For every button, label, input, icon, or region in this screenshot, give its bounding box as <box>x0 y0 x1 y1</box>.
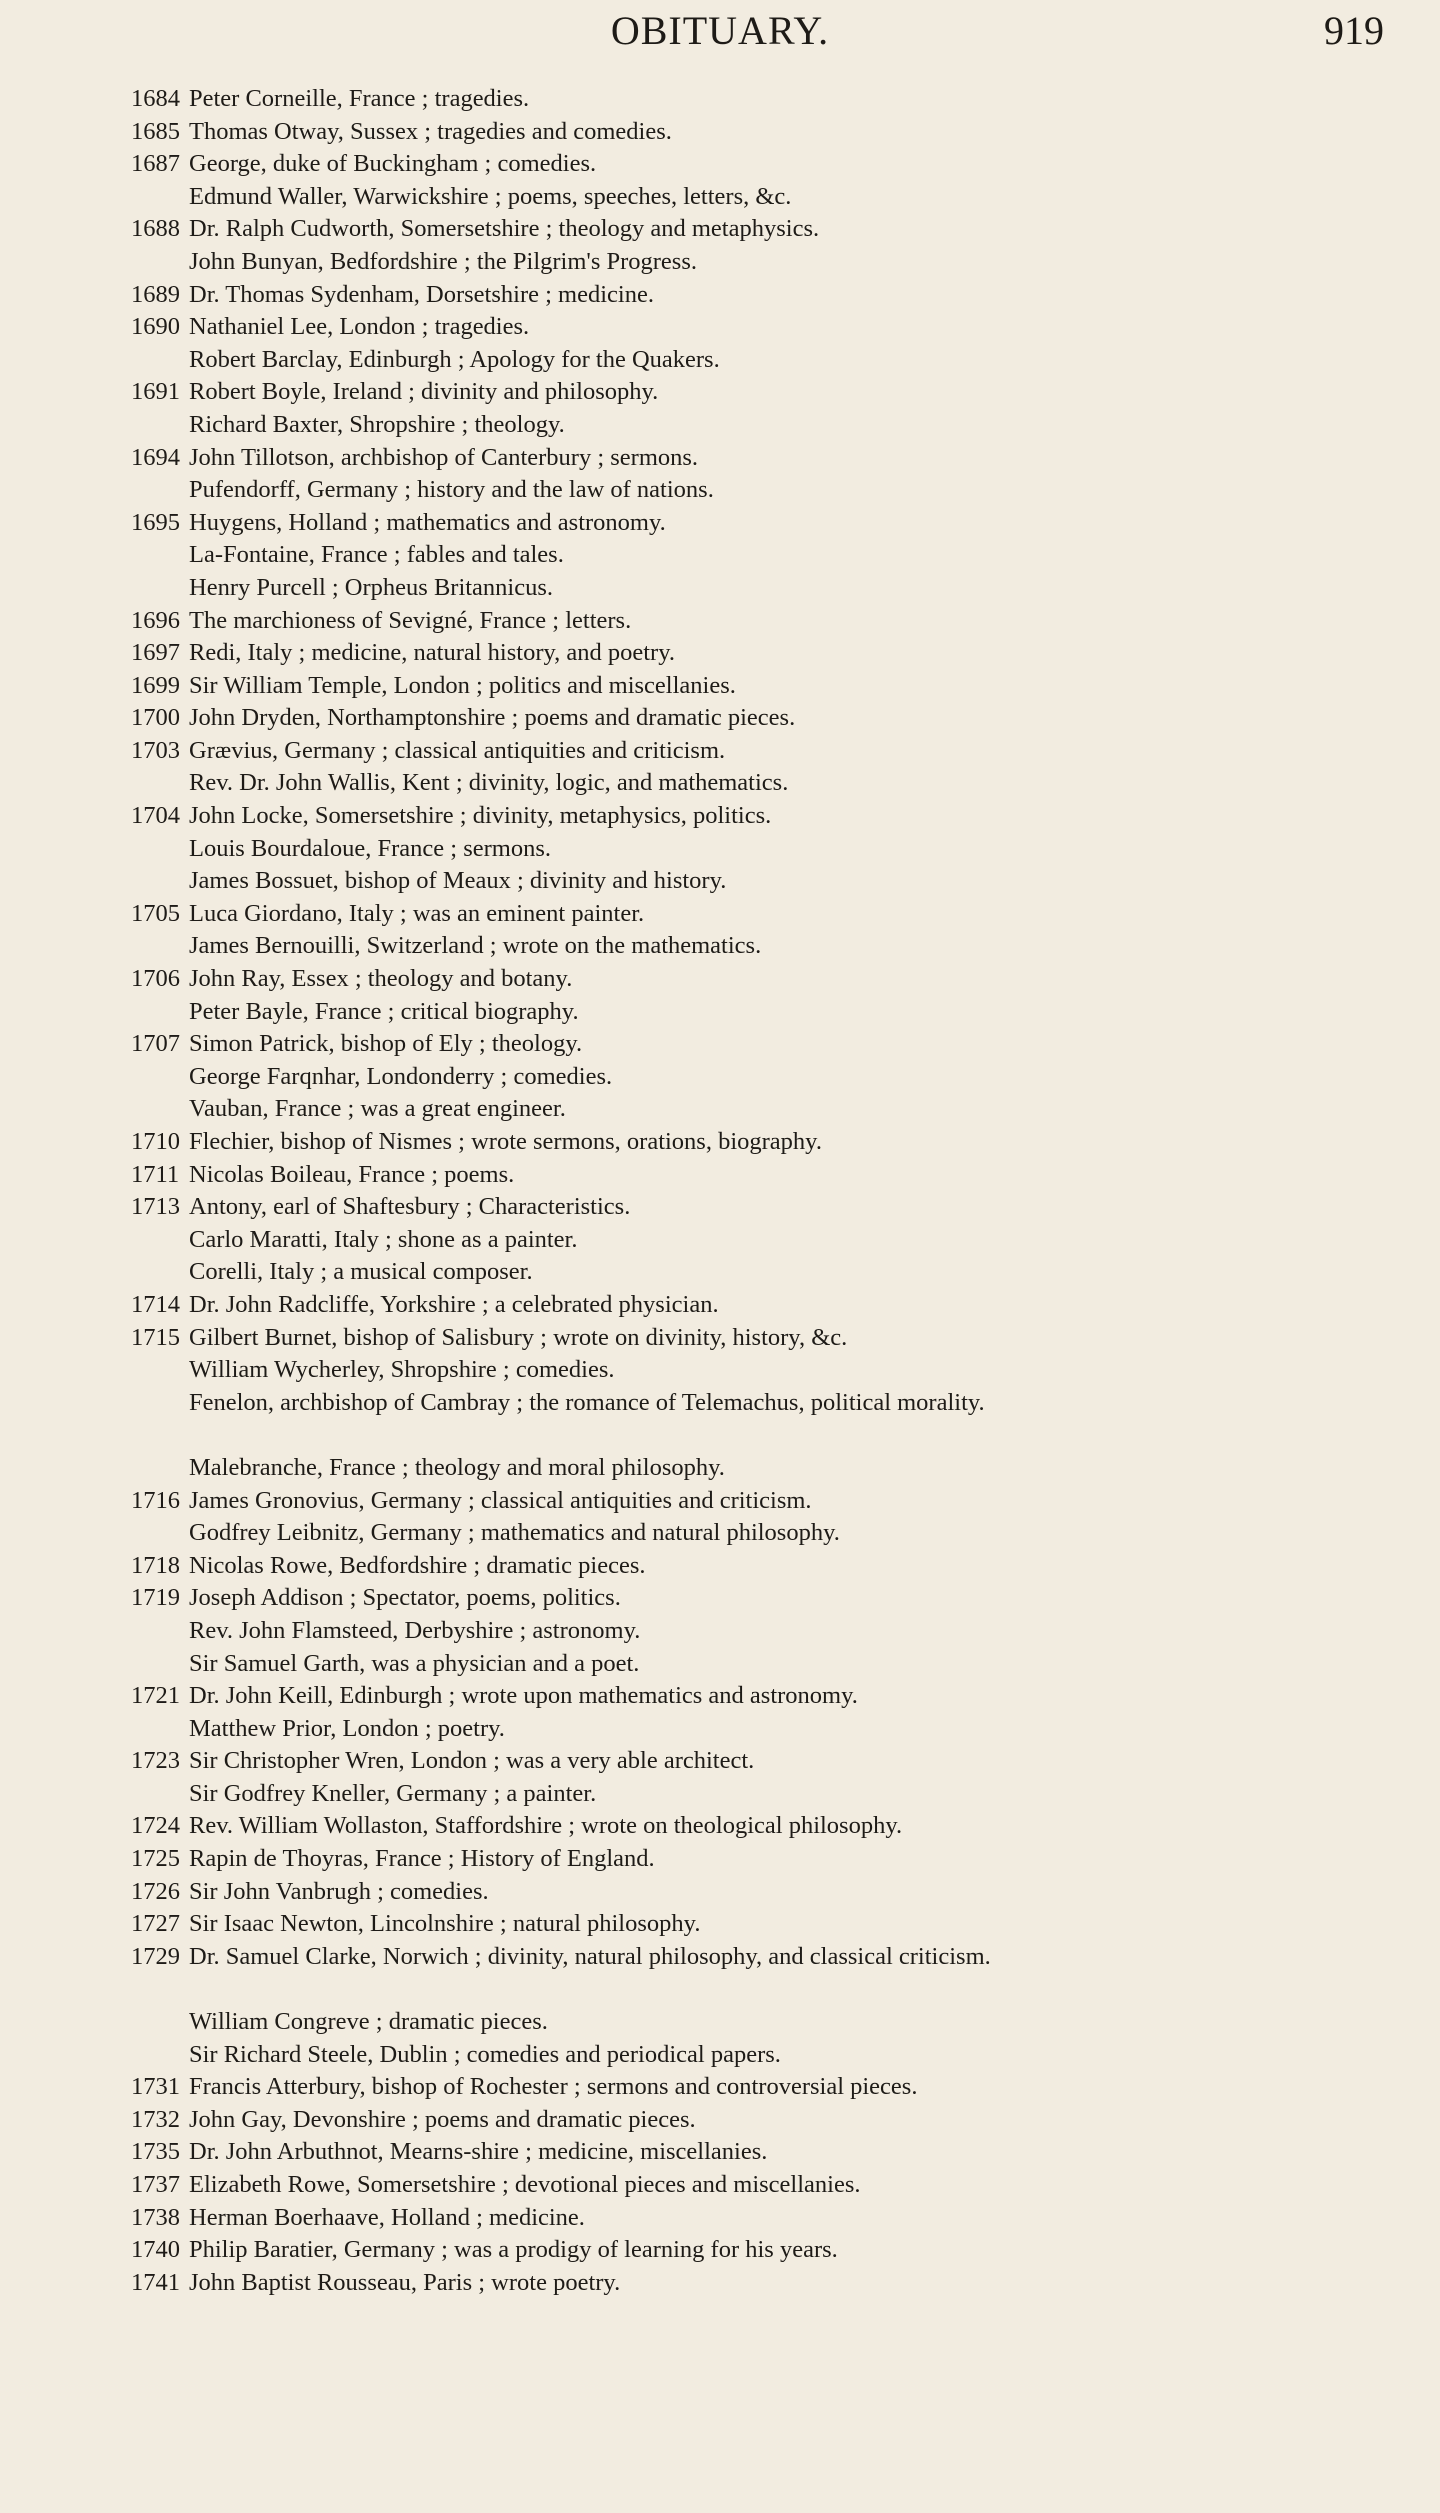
entry-text: Sir Richard Steele, Dublin ; comedies and periodical papers. <box>189 2040 781 2068</box>
entry-year: 1694 <box>131 443 180 471</box>
entry-text: Godfrey Leibnitz, Germany ; mathematics and natural philosophy. <box>189 1519 840 1547</box>
entry-year: 1699 <box>131 671 180 699</box>
entry-year: 1729 <box>131 1942 180 1970</box>
obituary-entry <box>0 2202 1440 2235</box>
obituary-entry <box>0 1941 1440 2006</box>
obituary-entry <box>0 898 1440 931</box>
entry-year: 1688 <box>131 215 180 243</box>
obituary-entry <box>0 605 1440 638</box>
entry-year: 1695 <box>131 508 180 536</box>
entry-text: Redi, Italy ; medicine, natural history, and poetry. <box>189 639 676 667</box>
obituary-entry <box>0 1322 1440 1355</box>
entry-text: Dr. Ralph Cudworth, Somersetshire ; theology and metaphysics. <box>189 215 820 243</box>
obituary-entry <box>0 1256 1440 1289</box>
entry-year: 1718 <box>131 1551 180 1579</box>
entry-text: Louis Bourdaloue, France ; sermons. <box>189 834 551 862</box>
obituary-entry <box>0 474 1440 507</box>
entry-text: Vauban, France ; was a great engineer. <box>189 1095 566 1123</box>
obituary-entry <box>0 1550 1440 1583</box>
entry-text: Rev. Dr. John Wallis, Kent ; divinity, logic, and mathematics. <box>189 769 789 797</box>
entry-year: 1724 <box>131 1812 180 1840</box>
obituary-entry <box>0 930 1440 963</box>
obituary-entry <box>0 2136 1440 2169</box>
entry-text: John Locke, Somersetshire ; divinity, metaphysics, politics. <box>189 802 772 830</box>
obituary-entry <box>0 1582 1440 1615</box>
obituary-entry <box>0 1354 1440 1387</box>
entry-text: Francis Atterbury, bishop of Rochester ; sermons and controversial pieces. <box>189 2073 918 2101</box>
entry-text: Gilbert Burnet, bishop of Salisbury ; wrote on divinity, history, &c. <box>189 1323 848 1351</box>
entry-text: Richard Baxter, Shropshire ; theology. <box>189 410 565 438</box>
entry-text: Sir William Temple, London ; politics and miscellanies. <box>189 671 736 699</box>
obituary-entry <box>0 1876 1440 1909</box>
entry-text: George Farqnhar, Londonderry ; comedies. <box>189 1062 613 1090</box>
entry-year: 1705 <box>131 899 180 927</box>
entry-text: Corelli, Italy ; a musical composer. <box>189 1258 533 1286</box>
entry-text: Joseph Addison ; Spectator, poems, politics. <box>189 1584 621 1612</box>
obituary-entry <box>0 181 1440 214</box>
entry-text: John Dryden, Northamptonshire ; poems and dramatic pieces. <box>189 704 796 732</box>
obituary-entry <box>0 1843 1440 1876</box>
entry-text: Flechier, bishop of Nismes ; wrote sermons, orations, biography. <box>189 1128 822 1155</box>
obituary-entry <box>0 1485 1440 1518</box>
entry-year: 1719 <box>131 1584 180 1612</box>
entry-text: Elizabeth Rowe, Somersetshire ; devotional pieces and miscellanies. <box>189 2171 861 2198</box>
entry-text: Sir Isaac Newton, Lincolnshire ; natural philosophy. <box>189 1910 701 1938</box>
entry-year: 1726 <box>131 1877 180 1905</box>
entry-text: William Congreve ; dramatic pieces. <box>189 2008 548 2036</box>
entry-text: Luca Giordano, Italy ; was an eminent painter. <box>189 899 645 927</box>
entry-year: 1723 <box>131 1747 180 1775</box>
entry-text: Sir John Vanbrugh ; comedies. <box>189 1877 489 1905</box>
obituary-entry <box>0 637 1440 670</box>
entry-year: 1727 <box>131 1910 180 1938</box>
entry-text: Matthew Prior, London ; poetry. <box>189 1714 505 1742</box>
entry-year: 1710 <box>131 1128 180 1155</box>
entry-text: La-Fontaine, France ; fables and tales. <box>189 541 564 569</box>
obituary-entry <box>0 670 1440 703</box>
entry-text: Nathaniel Lee, London ; tragedies. <box>189 313 530 341</box>
entry-text: Sir Godfrey Kneller, Germany ; a painter. <box>189 1779 597 1807</box>
obituary-entry <box>0 1028 1440 1061</box>
entry-text: James Bernouilli, Switzerland ; wrote on the mathematics. <box>189 932 762 960</box>
entry-text: Thomas Otway, Sussex ; tragedies and comedies. <box>189 117 672 145</box>
entry-text: James Gronovius, Germany ; classical antiquities and criticism. <box>189 1486 812 1514</box>
entry-year: 1737 <box>131 2171 180 2198</box>
entry-year: 1731 <box>131 2073 180 2101</box>
obituary-entry <box>0 1126 1440 1159</box>
entry-year: 1685 <box>131 117 180 145</box>
obituary-entry <box>0 1648 1440 1681</box>
entry-year: 1725 <box>131 1845 180 1873</box>
entry-year: 1715 <box>131 1323 180 1351</box>
entry-year: 1738 <box>131 2203 180 2231</box>
entry-year: 1741 <box>131 2268 180 2296</box>
obituary-entry <box>0 507 1440 540</box>
obituary-entry <box>0 2071 1440 2104</box>
entry-text: Henry Purcell ; Orpheus Britannicus. <box>189 573 554 601</box>
entry-text: Peter Bayle, France ; critical biography. <box>189 997 579 1025</box>
obituary-entry <box>0 1908 1440 1941</box>
obituary-entry <box>0 2006 1440 2039</box>
entry-text: Robert Boyle, Ireland ; divinity and philosophy. <box>189 378 659 406</box>
obituary-entry <box>0 1093 1440 1126</box>
obituary-entry <box>0 2104 1440 2137</box>
obituary-entry <box>0 1191 1440 1224</box>
obituary-entry <box>0 246 1440 279</box>
obituary-entry <box>0 963 1440 996</box>
entry-text: Robert Barclay, Edinburgh ; Apology for the Quakers. <box>189 345 720 373</box>
obituary-entry <box>0 1615 1440 1648</box>
obituary-entry <box>0 1713 1440 1746</box>
entry-text: George, duke of Buckingham ; comedies. <box>189 150 597 178</box>
entry-text: John Tillotson, archbishop of Canterbury ; sermons. <box>189 443 699 471</box>
obituary-entry <box>0 767 1440 800</box>
obituary-entry <box>0 148 1440 181</box>
entry-text: Rev. William Wollaston, Staffordshire ; wrote on theological philosophy. <box>189 1812 903 1840</box>
entry-text: Dr. John Radcliffe, Yorkshire ; a celebrated physician. <box>189 1290 719 1318</box>
entry-text: Grævius, Germany ; classical antiquities and criticism. <box>189 736 726 764</box>
obituary-entry <box>0 279 1440 312</box>
entry-text: Pufendorff, Germany ; history and the law of nations. <box>189 476 714 504</box>
entry-year: 1711 <box>131 1160 180 1188</box>
entry-year: 1700 <box>131 704 180 732</box>
obituary-entry <box>0 376 1440 409</box>
entry-text: Peter Corneille, France ; tragedies. <box>189 85 530 112</box>
obituary-entry <box>0 409 1440 442</box>
entry-text: Dr. Samuel Clarke, Norwich ; divinity, natural philosophy, and classical criticism. <box>189 1942 991 1970</box>
obituary-entry <box>0 1680 1440 1713</box>
entry-year: 1696 <box>131 606 180 634</box>
entry-text: John Bunyan, Bedfordshire ; the Pilgrim's Progress. <box>189 247 697 275</box>
entry-text: The marchioness of Sevigné, France ; letters. <box>189 606 632 634</box>
obituary-entry <box>0 996 1440 1029</box>
entry-year: 1735 <box>131 2138 180 2166</box>
entry-text: Sir Christopher Wren, London ; was a very able architect. <box>189 1747 755 1775</box>
entry-year: 1740 <box>131 2236 180 2264</box>
obituary-entry <box>0 1387 1440 1452</box>
entry-text: John Ray, Essex ; theology and botany. <box>189 965 573 993</box>
entry-text: Huygens, Holland ; mathematics and astronomy. <box>189 508 666 536</box>
obituary-entry <box>0 702 1440 735</box>
obituary-entry <box>0 442 1440 475</box>
obituary-entry <box>0 2039 1440 2072</box>
obituary-entry <box>0 1159 1440 1192</box>
entry-year: 1687 <box>131 150 180 178</box>
entry-text: Antony, earl of Shaftesbury ; Characteristics. <box>189 1193 631 1221</box>
page-number: 919 <box>1324 8 1384 53</box>
obituary-entry <box>0 1810 1440 1843</box>
obituary-entry <box>0 1289 1440 1322</box>
entry-text: James Bossuet, bishop of Meaux ; divinity and history. <box>189 867 727 895</box>
page-title: OBITUARY. <box>610 8 830 53</box>
entry-year: 1703 <box>131 736 180 764</box>
obituary-entry <box>0 539 1440 572</box>
entry-text: Sir Samuel Garth, was a physician and a poet. <box>189 1649 640 1677</box>
entry-text: Rev. John Flamsteed, Derbyshire ; astronomy. <box>189 1616 641 1644</box>
entry-text: John Gay, Devonshire ; poems and dramatic pieces. <box>189 2105 696 2133</box>
obituary-entry <box>0 865 1440 898</box>
entry-year: 1684 <box>131 85 180 112</box>
entry-text: Simon Patrick, bishop of Ely ; theology. <box>189 1030 583 1058</box>
entry-text: Dr. John Arbuthnot, Mearns-shire ; medicine, miscellanies. <box>189 2138 768 2166</box>
obituary-entry <box>0 116 1440 149</box>
entry-year: 1732 <box>131 2105 180 2133</box>
entry-text: Malebranche, France ; theology and moral philosophy. <box>189 1453 725 1481</box>
obituary-entry <box>0 800 1440 833</box>
entry-year: 1706 <box>131 965 180 993</box>
entry-year: 1721 <box>131 1682 180 1710</box>
obituary-entry <box>0 735 1440 768</box>
obituary-entry <box>0 83 1440 116</box>
obituary-entry <box>0 1224 1440 1257</box>
obituary-entry <box>0 2267 1440 2300</box>
entry-year: 1689 <box>131 280 180 308</box>
obituary-entry <box>0 833 1440 866</box>
entry-year: 1713 <box>131 1193 180 1221</box>
entry-text: Carlo Maratti, Italy ; shone as a painter. <box>189 1225 578 1253</box>
entry-year: 1707 <box>131 1030 180 1058</box>
obituary-entry <box>0 572 1440 605</box>
entry-year: 1697 <box>131 639 180 667</box>
entry-text: Rapin de Thoyras, France ; History of England. <box>189 1845 655 1873</box>
obituary-entry <box>0 2234 1440 2267</box>
entry-year: 1704 <box>131 802 180 830</box>
obituary-entry <box>0 344 1440 377</box>
page-header <box>0 6 1440 56</box>
entry-text: John Baptist Rousseau, Paris ; wrote poetry. <box>189 2268 621 2296</box>
entry-year: 1690 <box>131 313 180 341</box>
obituary-entry <box>0 1061 1440 1094</box>
entry-text: Herman Boerhaave, Holland ; medicine. <box>189 2203 585 2231</box>
obituary-entry <box>0 213 1440 246</box>
entry-year: 1716 <box>131 1486 180 1514</box>
entry-text: Dr. John Keill, Edinburgh ; wrote upon mathematics and astronomy. <box>189 1682 858 1710</box>
obituary-entry <box>0 1517 1440 1550</box>
entry-text: Fenelon, archbishop of Cambray ; the romance of Telemachus, political morality. <box>189 1388 985 1416</box>
obituary-entry <box>0 311 1440 344</box>
entry-text: Nicolas Rowe, Bedfordshire ; dramatic pieces. <box>189 1551 646 1579</box>
entry-text: Philip Baratier, Germany ; was a prodigy of learning for his years. <box>189 2236 838 2264</box>
entry-text: William Wycherley, Shropshire ; comedies. <box>189 1356 615 1384</box>
obituary-entry <box>0 1745 1440 1778</box>
entry-year: 1714 <box>131 1290 180 1318</box>
entry-text: Dr. Thomas Sydenham, Dorsetshire ; medicine. <box>189 280 654 308</box>
entry-year: 1691 <box>131 378 180 406</box>
obituary-entry <box>0 1778 1440 1811</box>
obituary-list <box>0 83 1440 2299</box>
entry-text: Nicolas Boileau, France ; poems. <box>189 1160 515 1188</box>
obituary-entry <box>0 1452 1440 1485</box>
obituary-entry <box>0 2169 1440 2202</box>
entry-text: Edmund Waller, Warwickshire ; poems, speeches, letters, &c. <box>189 182 792 210</box>
